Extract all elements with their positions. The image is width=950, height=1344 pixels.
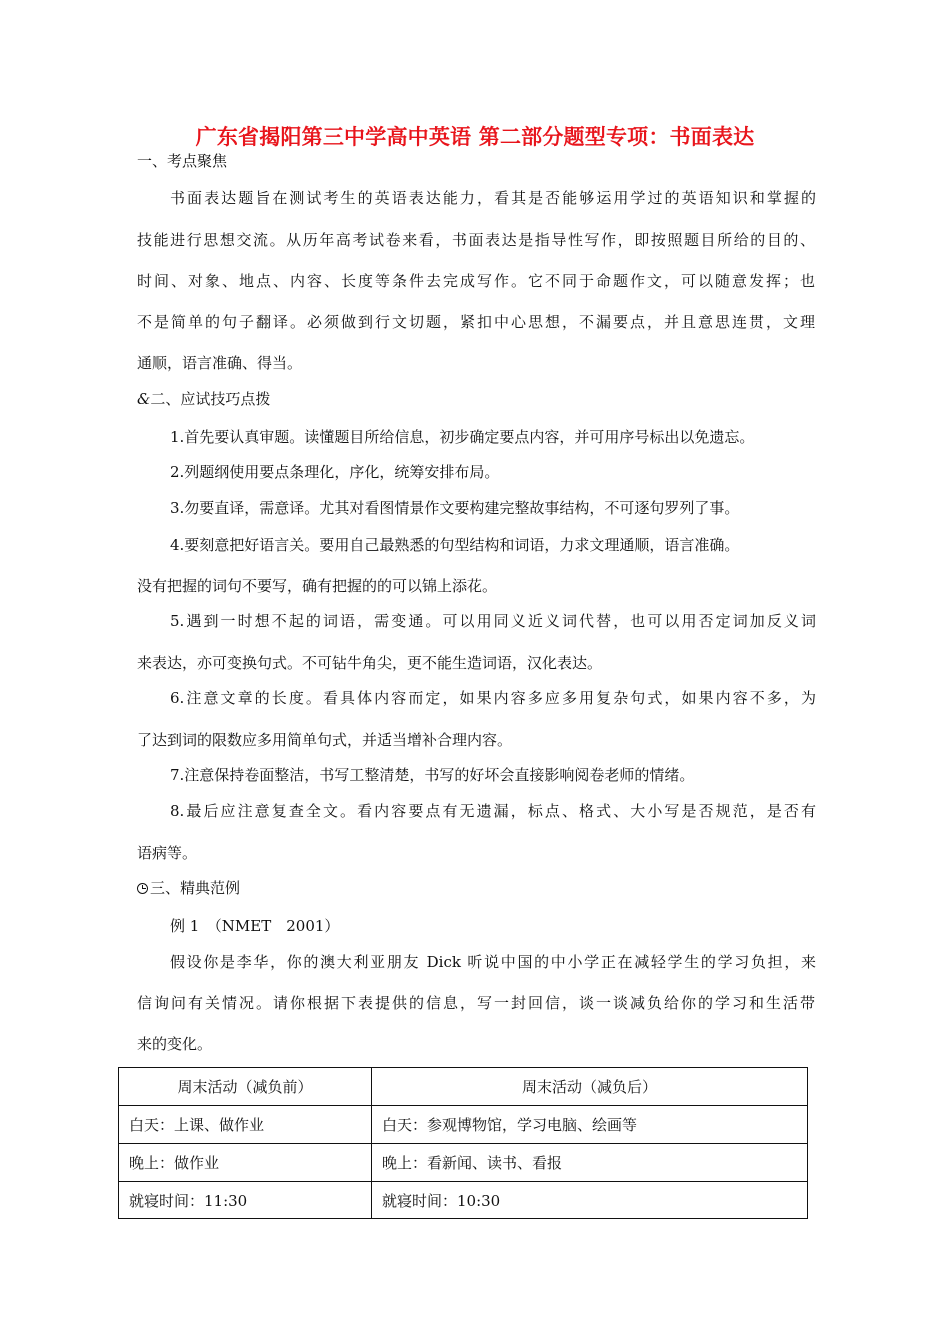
example-para-line: 信询问有关情况。请你根据下表提供的信息，写一封回信，谈一谈减负给你的学习和生活带 xyxy=(137,994,815,1012)
section3-heading-text: 三、精典范例 xyxy=(150,879,241,897)
clock-icon xyxy=(137,883,148,894)
tip-line: 7.注意保持卷面整洁，书写工整清楚，书写的好坏会直接影响阅卷老师的情绪。 xyxy=(170,766,695,784)
table-row xyxy=(119,1106,808,1144)
table-header-cell: 周末活动（减负后） xyxy=(372,1068,808,1106)
section1-heading xyxy=(137,151,227,171)
tip-line: 1.首先要认真审题。读懂题目所给信息，初步确定要点内容，并可用序号标出以免遗忘。 xyxy=(170,428,755,446)
section1-para-line: 技能进行思想交流。从历年高考试卷来看，书面表达是指导性写作，即按照题目所给的目的、 xyxy=(137,231,815,249)
section1-para-line: 不是简单的句子翻译。必须做到行文切题，紧扣中心思想，不漏要点，并且意思连贯，文理 xyxy=(137,313,815,331)
tip-line: 3.勿要直译，需意译。尤其对看图情景作文要构建完整故事结构，不可逐句罗列了事。 xyxy=(170,499,740,517)
tip-line: 来表达，亦可变换句式。不可钻牛角尖，更不能生造词语，汉化表达。 xyxy=(137,654,603,672)
table-header-row xyxy=(119,1068,808,1106)
table-cell: 就寝时间：11:30 xyxy=(119,1182,372,1219)
section1-para-line: 时间、对象、地点、内容、长度等条件去完成写作。它不同于命题作文，可以随意发挥；也 xyxy=(137,272,815,290)
table-cell: 白天：上课、做作业 xyxy=(119,1106,372,1144)
table-header-cell: 周末活动（减负前） xyxy=(119,1068,372,1106)
tip-line: 了达到词的限数应多用简单句式，并适当增补合理内容。 xyxy=(137,731,513,749)
tip-line: 8.最后应注意复查全文。看内容要点有无遗漏，标点、格式、大小写是否规范，是否有 xyxy=(170,802,816,820)
tip-line: 语病等。 xyxy=(137,844,198,862)
document-title: 广东省揭阳第三中学高中英语 第二部分题型专项：书面表达 xyxy=(195,124,755,149)
example-para-line: 来的变化。 xyxy=(137,1035,213,1053)
section2-heading-text: 二、应试技巧点拨 xyxy=(150,390,271,408)
tip-line: 没有把握的词句不要写，确有把握的的可以锦上添花。 xyxy=(137,577,498,595)
tip-line: 2.列题纲使用要点条理化，序化，统筹安排布局。 xyxy=(170,463,500,481)
section1-para-line: 书面表达题旨在测试考生的英语表达能力，看其是否能够运用学过的英语知识和掌握的 xyxy=(170,189,816,207)
example-para-line: 假设你是李华，你的澳大利亚朋友 Dick 听说中国的中小学正在减轻学生的学习负担，来 xyxy=(170,953,816,971)
ampersand-icon: & xyxy=(137,390,151,408)
section3-heading xyxy=(137,878,240,898)
table-cell: 晚上：看新闻、读书、看报 xyxy=(372,1144,808,1182)
activity-table xyxy=(118,1067,808,1219)
section2-heading xyxy=(137,389,270,409)
table-row xyxy=(119,1144,808,1182)
section1-para-line: 通顺，语言准确、得当。 xyxy=(137,354,303,372)
tip-line: 6.注意文章的长度。看具体内容而定，如果内容多应多用复杂句式，如果内容不多，为 xyxy=(170,689,816,707)
tip-line: 5.遇到一时想不起的词语，需变通。可以用同义近义词代替，也可以用否定词加反义词 xyxy=(170,612,816,630)
table-row xyxy=(119,1182,808,1219)
table-cell: 白天：参观博物馆，学习电脑、绘画等 xyxy=(372,1106,808,1144)
tip-line: 4.要刻意把好语言关。要用自己最熟悉的句型结构和词语，力求文理通顺，语言准确。 xyxy=(170,536,740,554)
table-cell: 就寝时间：10:30 xyxy=(372,1182,808,1219)
section1-heading-text: 一、考点聚焦 xyxy=(137,152,228,170)
example-label: 例 1 （NMET 2001） xyxy=(170,917,340,935)
table-cell: 晚上：做作业 xyxy=(119,1144,372,1182)
